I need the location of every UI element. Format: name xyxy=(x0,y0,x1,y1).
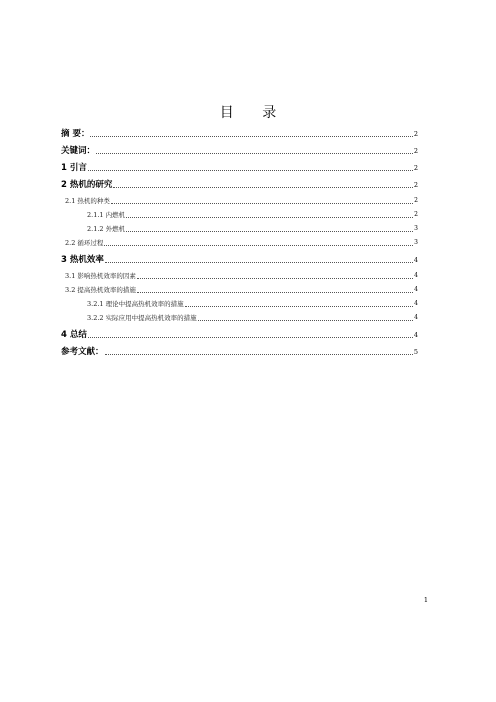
toc-entry-label: 3 热机效率 xyxy=(61,255,104,265)
toc-entry-page: 2 xyxy=(414,197,418,204)
toc-entry-label: 2.1.2 外燃机 xyxy=(87,225,126,233)
toc-entry-page: 2 xyxy=(413,181,418,189)
toc-entry-section-2-1-2[interactable] xyxy=(61,223,418,235)
dot-leader xyxy=(185,306,414,307)
dot-leader xyxy=(113,187,412,188)
toc-entry-label: 参考文献： xyxy=(61,347,104,357)
dot-leader xyxy=(126,217,413,218)
toc-entry-abstract[interactable] xyxy=(61,128,418,140)
toc-entry-page: 4 xyxy=(414,314,418,321)
toc-entry-label: 3.2 提高热机效率的措施 xyxy=(65,286,136,294)
dot-leader xyxy=(105,354,413,355)
toc-entry-references[interactable] xyxy=(61,346,418,358)
dot-leader xyxy=(88,170,413,171)
toc-entry-label: 摘 要： xyxy=(61,129,90,139)
toc-entry-section-3-2[interactable] xyxy=(61,284,418,296)
toc-entry-page: 4 xyxy=(413,331,418,339)
page-number: 1 xyxy=(423,596,429,604)
toc-entry-page: 2 xyxy=(413,164,418,172)
toc-entry-page: 4 xyxy=(414,286,418,293)
toc-entry-page: 2 xyxy=(413,130,418,138)
toc-entry-label: 1 引言 xyxy=(61,163,87,173)
toc-entry-label: 3.1 影响热机效率的因素 xyxy=(65,272,136,280)
dot-leader xyxy=(96,153,413,154)
toc-entry-page: 4 xyxy=(414,300,418,307)
toc-entry-section-2-1[interactable] xyxy=(61,195,418,207)
toc-entry-page: 4 xyxy=(413,256,418,264)
dot-leader xyxy=(105,262,413,263)
dot-leader xyxy=(137,292,413,293)
dot-leader xyxy=(104,245,413,246)
toc-entry-section-2[interactable] xyxy=(61,179,418,191)
toc-entry-keywords[interactable] xyxy=(61,145,418,157)
toc-entry-section-3-2-1[interactable] xyxy=(61,298,418,310)
toc-entry-label: 2.2 循环过程 xyxy=(65,239,104,247)
toc-entry-label: 2.1.1 内燃机 xyxy=(87,211,126,219)
toc-entry-section-2-2[interactable] xyxy=(61,237,418,249)
toc-entry-page: 5 xyxy=(413,348,418,356)
dot-leader xyxy=(198,320,414,321)
dot-leader xyxy=(126,231,413,232)
toc-entry-label: 3.2.1 理论中提高热机效率的措施 xyxy=(87,300,184,308)
dot-leader xyxy=(137,278,413,279)
toc-entry-section-3-2-2[interactable] xyxy=(61,312,418,324)
toc-title: 目 录 xyxy=(219,105,289,121)
toc-entry-introduction[interactable] xyxy=(61,162,418,174)
toc-entry-section-3[interactable] xyxy=(61,254,418,266)
toc-entry-page: 4 xyxy=(414,272,418,279)
toc-entry-label: 4 总结 xyxy=(61,330,87,340)
toc-entry-page: 3 xyxy=(414,239,418,246)
toc-entry-label: 3.2.2 实际应用中提高热机效率的措施 xyxy=(87,314,197,322)
toc-entry-label: 2.1 热机的种类 xyxy=(65,197,110,205)
toc-entry-page: 3 xyxy=(414,225,418,232)
toc-entry-label: 关键词： xyxy=(61,146,96,156)
toc-entry-page: 2 xyxy=(414,211,418,218)
toc-entry-section-3-1[interactable] xyxy=(61,270,418,282)
toc-entry-section-2-1-1[interactable] xyxy=(61,209,418,221)
dot-leader xyxy=(90,136,412,137)
dot-leader xyxy=(111,203,413,204)
toc-entry-label: 2 热机的研究 xyxy=(61,180,113,190)
toc-entry-page: 2 xyxy=(413,147,418,155)
dot-leader xyxy=(88,337,413,338)
toc-entry-conclusion[interactable] xyxy=(61,329,418,341)
